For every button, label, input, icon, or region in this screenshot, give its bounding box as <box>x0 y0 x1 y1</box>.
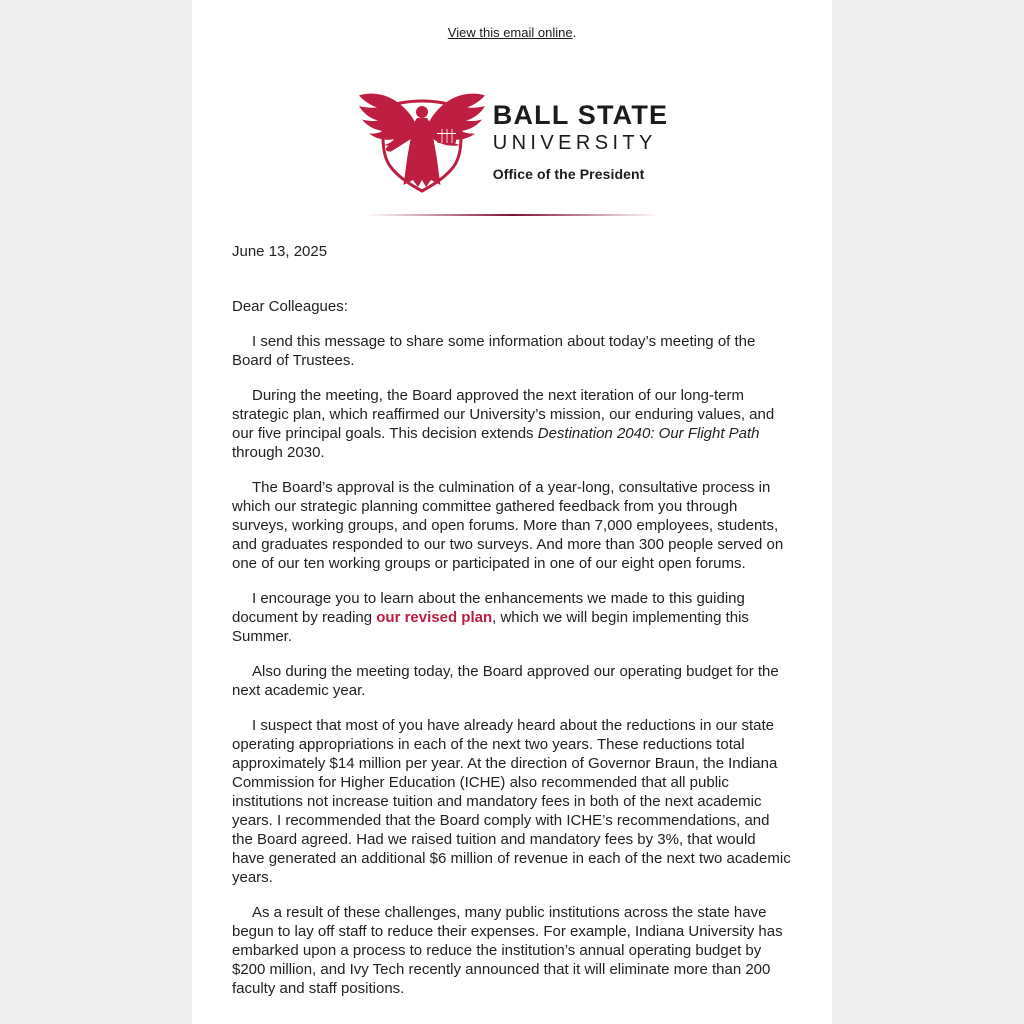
text-run: I suspect that most of you have already heard about the reductions in our state operating appropriations in each of the next two years. These reductions total approximately $14 million per year. At the direction of Governor Braun, the Indiana Commission for Higher Education (ICHE) also recommended that all public institutions not increase tuition and mandatory fees in both of the next academic years. I recommended that the Board comply with ICHE’s recommendations, and the Board agreed. Had we raised tuition and mandatory fees by 3%, that would have generated an additional $6 million of revenue in each of the next two academic years. <box>232 717 791 886</box>
text-run: I encourage you to learn about the enhancements we made to this guiding document by reading <box>232 590 745 626</box>
text-run: I send this message to share some information about today’s meeting of the Board of Trustees. <box>232 333 756 369</box>
wordmark-university: UNIVERSITY <box>492 132 657 155</box>
view-online-link[interactable]: View this email online <box>447 25 573 40</box>
view-online-row <box>232 25 792 41</box>
paragraph <box>232 332 792 370</box>
text-run: , which we will begin implementing this Summer. <box>232 609 749 645</box>
salutation: Dear Colleagues: <box>232 298 348 315</box>
paragraph <box>232 716 792 887</box>
text-run: As a result of these challenges, many public institutions across the state have begun to lay off staff to reduce their expenses. For example, Indiana University has embarked upon a process to reduce the institution’s annual operating budget by $200 million, and Ivy Tech recently announced that it will eliminate more than 200 faculty and staff positions. <box>232 904 783 997</box>
text-run: through 2030. <box>232 444 325 461</box>
letter-body <box>232 332 792 998</box>
view-online-suffix: . <box>572 25 577 40</box>
letter <box>232 242 792 998</box>
paragraph <box>232 662 792 700</box>
paragraph <box>232 478 792 573</box>
paragraph <box>232 903 792 998</box>
wordmark <box>493 100 669 183</box>
letter-date: June 13, 2025 <box>232 243 328 260</box>
text-run: During the meeting, the Board approved the next iteration of our long-term strategic plan, which reaffirmed our University’s mission, our enduring values, and our five principal goals. This decision extends <box>232 387 775 442</box>
revised-plan-link[interactable]: our revised plan <box>376 609 493 626</box>
email-content <box>192 0 832 1024</box>
university-logo <box>232 85 792 197</box>
divider-rule <box>365 214 660 216</box>
beneficence-emblem-icon <box>356 85 488 197</box>
office-of-the-president-label: Office of the President <box>492 166 645 183</box>
text-run: Destination 2040: Our Flight Path <box>537 425 760 442</box>
paragraph <box>232 589 792 646</box>
wordmark-ball-state: BALL STATE <box>492 99 669 130</box>
paragraph <box>232 386 792 462</box>
text-run: Also during the meeting today, the Board approved our operating budget for the next academic year. <box>232 663 779 699</box>
text-run: The Board’s approval is the culmination of a year-long, consultative process in which our strategic planning committee gathered feedback from you through surveys, working groups, and open forums. More than 7,000 employees, students, and graduates responded to our two surveys. And more than 300 people served on one of our ten working groups or participated in one of our eight open forums. <box>232 479 784 572</box>
